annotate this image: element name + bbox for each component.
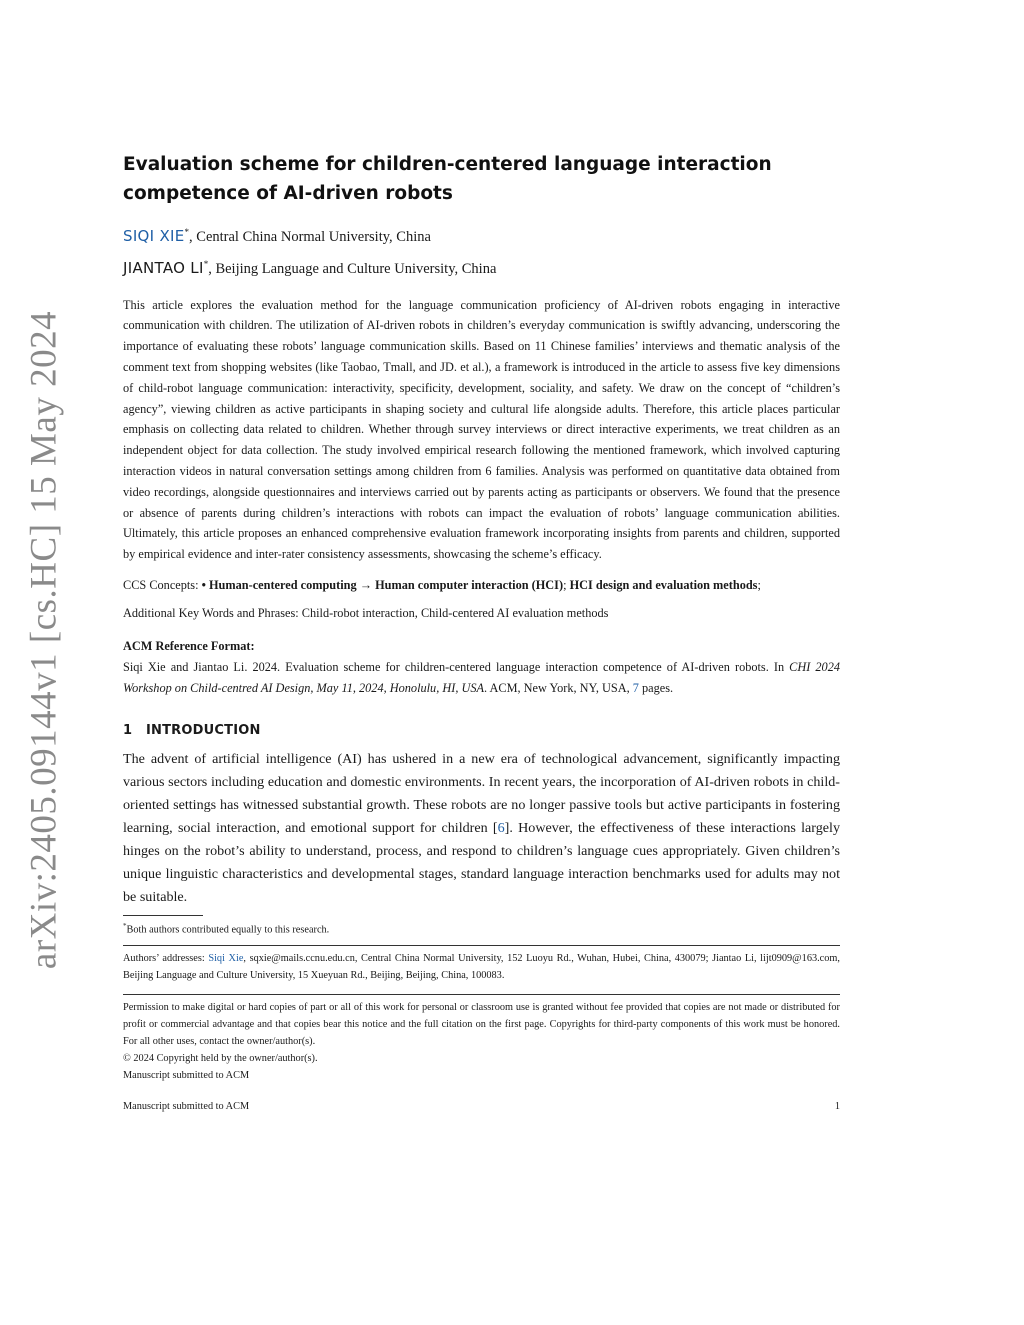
paper-title: Evaluation scheme for children-centered language interaction competence of AI-driven robots — [123, 154, 772, 204]
section-title: INTRODUCTION — [146, 723, 261, 739]
author-name-link[interactable]: SIQI XIE — [123, 226, 185, 245]
author-address-link[interactable]: Siqi Xie — [208, 953, 244, 965]
section-heading — [123, 723, 840, 738]
author-mark: * — [203, 258, 209, 269]
addresses-text: , sqxie@mails.ccnu.edu.cn, Central China Normal University, 152 Luoyu Rd., Wuhan, Hubei, China, 430079; Jiantao Li, lijt0909@163.com, Beijing Language and Culture University, 15 Xueyuan Rd., Beijing, Beijing, China, 100083. — [123, 953, 840, 982]
acm-reference-suffix: pages. — [638, 681, 674, 696]
permission-divider — [123, 994, 840, 995]
keywords: Additional Key Words and Phrases: Child-robot interaction, Child-centered AI evaluation methods — [123, 606, 609, 621]
ccs-bullet: • — [201, 578, 209, 593]
intro-text: ]. However, the effectiveness of these interactions largely hinges on the robot’s ability to understand, process, and respond to children’s language cues appropriately. Given children’s unique linguistic characteristics and developmental stages, standard language interaction benchmarks used for adults may not be suitable. — [123, 820, 841, 906]
footnote-text: Both authors contributed equally to this research. — [126, 924, 330, 936]
footer-left: Manuscript submitted to ACM — [123, 1101, 250, 1112]
introduction-paragraph — [123, 748, 840, 909]
author-affiliation: , Beijing Language and Culture University, China — [208, 260, 497, 277]
footnote — [123, 919, 840, 937]
author-mark: * — [184, 227, 190, 237]
addresses-divider — [123, 945, 840, 946]
ccs-separator: ; — [563, 578, 570, 593]
ccs-concept: HCI design and evaluation methods — [569, 578, 758, 593]
ccs-arrow: → — [356, 578, 376, 593]
copyright-notice: © 2024 Copyright held by the owner/author(s). — [123, 1053, 318, 1065]
acm-reference-heading: ACM Reference Format: — [123, 639, 255, 654]
author-line — [123, 254, 840, 279]
acm-reference — [123, 657, 840, 699]
footnote-divider — [123, 915, 203, 916]
author-line — [123, 222, 840, 247]
acm-reference-text: Siqi Xie and Jiantao Li. 2024. Evaluation scheme for children-centered language interaction competence of AI-driven robots. In — [123, 660, 790, 675]
arxiv-identifier: arXiv:2405.09144v1 [cs.HC] 15 May 2024 — [23, 310, 65, 970]
manuscript-note: Manuscript submitted to ACM — [123, 1070, 250, 1082]
ccs-concept: Human-centered computing — [208, 578, 357, 593]
page-number: 1 — [834, 1101, 840, 1112]
ccs-label: CCS Concepts: — [123, 578, 202, 593]
ccs-concept: Human computer interaction (HCI) — [375, 578, 564, 593]
permission-notice: Permission to make digital or hard copies of part or all of this work for personal or classroom use is granted without fee provided that copies are not made or distributed for profit or commercial advantage and that copies bear this notice and the full citation on the first page. Copyrights for third-party components of this work must be honored. For all other uses, contact the owner/author(s). — [123, 1002, 840, 1048]
author-addresses — [123, 950, 840, 984]
section-number: 1 — [123, 723, 133, 739]
acm-reference-venue: CHI 2024 Workshop on Child-centred AI Design, May 11, 2024, Honolulu, HI, USA — [123, 660, 840, 696]
footnote-mark: * — [123, 922, 127, 931]
paper-first-page — [123, 150, 840, 1084]
acm-reference-publisher: . ACM, New York, NY, USA, — [484, 681, 633, 696]
addresses-prefix: Authors’ addresses: — [123, 953, 209, 965]
page-footer — [123, 1101, 840, 1112]
page-count-link[interactable]: 7 — [632, 681, 639, 696]
intro-text: The advent of artificial intelligence (AI) has ushered in a new era of technological advancement, significantly impacting various sectors including education and domestic environments. In recent years, the incorporation of AI-driven robots in child-oriented settings has witnessed substantial growth. These robots are no longer passive tools but active participants in fostering learning, social interaction, and emotional support for children [ — [123, 751, 840, 837]
ccs-end: ; — [757, 578, 761, 593]
citation-link[interactable]: 6 — [497, 820, 505, 837]
author-name: JIANTAO LI — [123, 258, 204, 277]
author-affiliation: , Central China Normal University, China — [189, 228, 431, 245]
ccs-concepts — [123, 575, 840, 595]
abstract: This article explores the evaluation method for the language communication proficiency of AI-driven robots engaging in interactive communication with children. The utilization of AI-driven robots in children’s everyday communication is swiftly advancing, underscoring the importance of evaluating these robots’ language communication skills. Based on 11 Chinese families’ interviews and thematic analysis of the comment text from shopping websites (like Taobao, Tmall, and JD. et al.), a framework is introduced in the article to assess five key dimensions of child-robot language communication: interactivity, specificity, development, sociality, and safety. We draw on the concept of “children’s agency”, viewing children as active participants in shaping society and cultural life alongside adults. Therefore, this article places particular emphasis on collecting data related to children. Whether through survey interviews or direct interactive experiments, we treat children as an independent object for data collection. The study involved empirical research following the mentioned framework, which involved capturing interaction videos in natural conversation settings among children from 6 families. Analysis was performed on quantitative data obtained from video recordings, alongside questionnaires and interviews carried out by parents acting as participants or observers. We found that the presence or absence of parents during children’s interactions with robots can impact the evaluation of robots’ language communication abilities. Ultimately, this article proposes an enhanced comprehensive evaluation framework incorporating insights from parents and children, supported by empirical evidence and inter-rater consistency assessments, showcasing the scheme’s efficacy. — [123, 297, 840, 562]
